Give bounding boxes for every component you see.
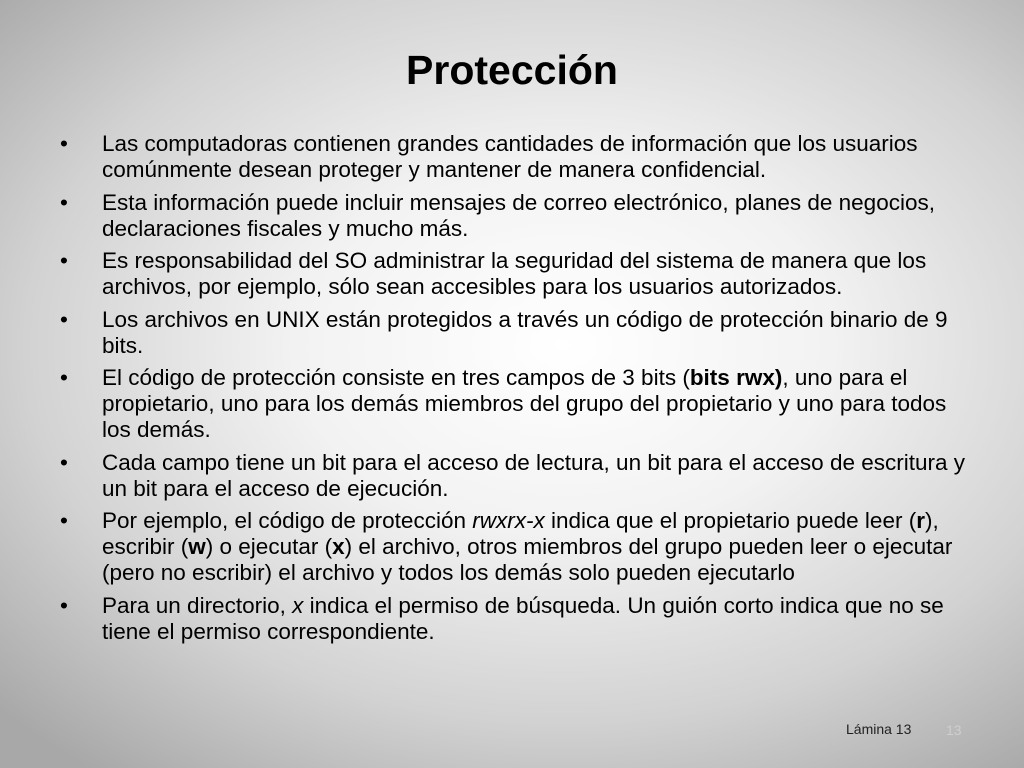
bullet-marker: • [60, 365, 68, 390]
bullet-item [58, 131, 978, 183]
bullet-marker: • [60, 248, 68, 273]
bullet-text: w [188, 534, 206, 559]
bullet-text: ) o ejecutar ( [205, 534, 333, 559]
bullet-text: indica que el propietario puede leer ( [544, 508, 917, 533]
bullet-list [58, 131, 978, 651]
bullet-marker: • [60, 508, 68, 533]
bullet-text: Esta información puede incluir mensajes de correo electrónico, planes de negocios, declaraciones fiscales y mucho más. [102, 189, 935, 241]
bullet-marker: • [60, 306, 68, 332]
bullet-text: Para un directorio, [102, 592, 293, 618]
slide-title: Protección [406, 47, 618, 93]
bullet-item [58, 365, 978, 443]
bullet-text: x [292, 592, 304, 618]
bullet-text: indica el permiso de búsqueda. Un guión corto indica que no se tiene el permiso correspondiente. [102, 592, 944, 644]
bullet-item [58, 190, 978, 242]
bullet-marker: • [60, 189, 68, 215]
bullet-text: rwxrx-x [472, 508, 545, 533]
bullet-text: r [916, 508, 925, 533]
bullet-marker: • [60, 592, 68, 618]
bullet-item [58, 248, 978, 300]
bullet-text: bits rwx) [689, 365, 783, 390]
slide-footer: Lámina 13 [846, 721, 912, 737]
bullet-text: ) el archivo, otros miembros del grupo pueden leer o ejecutar (pero no escribir) el archivo y todos los demás solo pueden ejecutarlo [102, 534, 953, 585]
bullet-item [58, 593, 978, 645]
bullet-text: Cada campo tiene un bit para el acceso de lectura, un bit para el acceso de escritura y un bit para el acceso de ejecución. [102, 449, 965, 501]
bullet-text: x [332, 534, 345, 559]
bullet-item [58, 450, 978, 502]
bullet-marker: • [60, 449, 68, 475]
bullet-text: Es responsabilidad del SO administrar la seguridad del sistema de manera que los archivos, por ejemplo, sólo sean accesibles para los usuarios autorizados. [102, 248, 927, 299]
bullet-text: Los archivos en UNIX están protegidos a través un código de protección binario de 9 bits. [102, 306, 948, 358]
slide-number: 13 [946, 722, 962, 738]
bullet-text: Por ejemplo, el código de protección [102, 508, 473, 533]
bullet-text: ), escribir ( [102, 508, 939, 559]
bullet-item [58, 307, 978, 359]
bullet-item [58, 508, 978, 586]
bullet-text: El código de protección consiste en tres campos de 3 bits ( [102, 365, 690, 390]
bullet-text: Las computadoras contienen grandes cantidades de información que los usuarios comúnmente desean proteger y mantener de manera confidencial. [102, 131, 918, 182]
bullet-marker: • [60, 131, 68, 156]
bullet-text: , uno para el propietario, uno para los demás miembros del grupo del propietario y uno para todos los demás. [102, 365, 947, 442]
